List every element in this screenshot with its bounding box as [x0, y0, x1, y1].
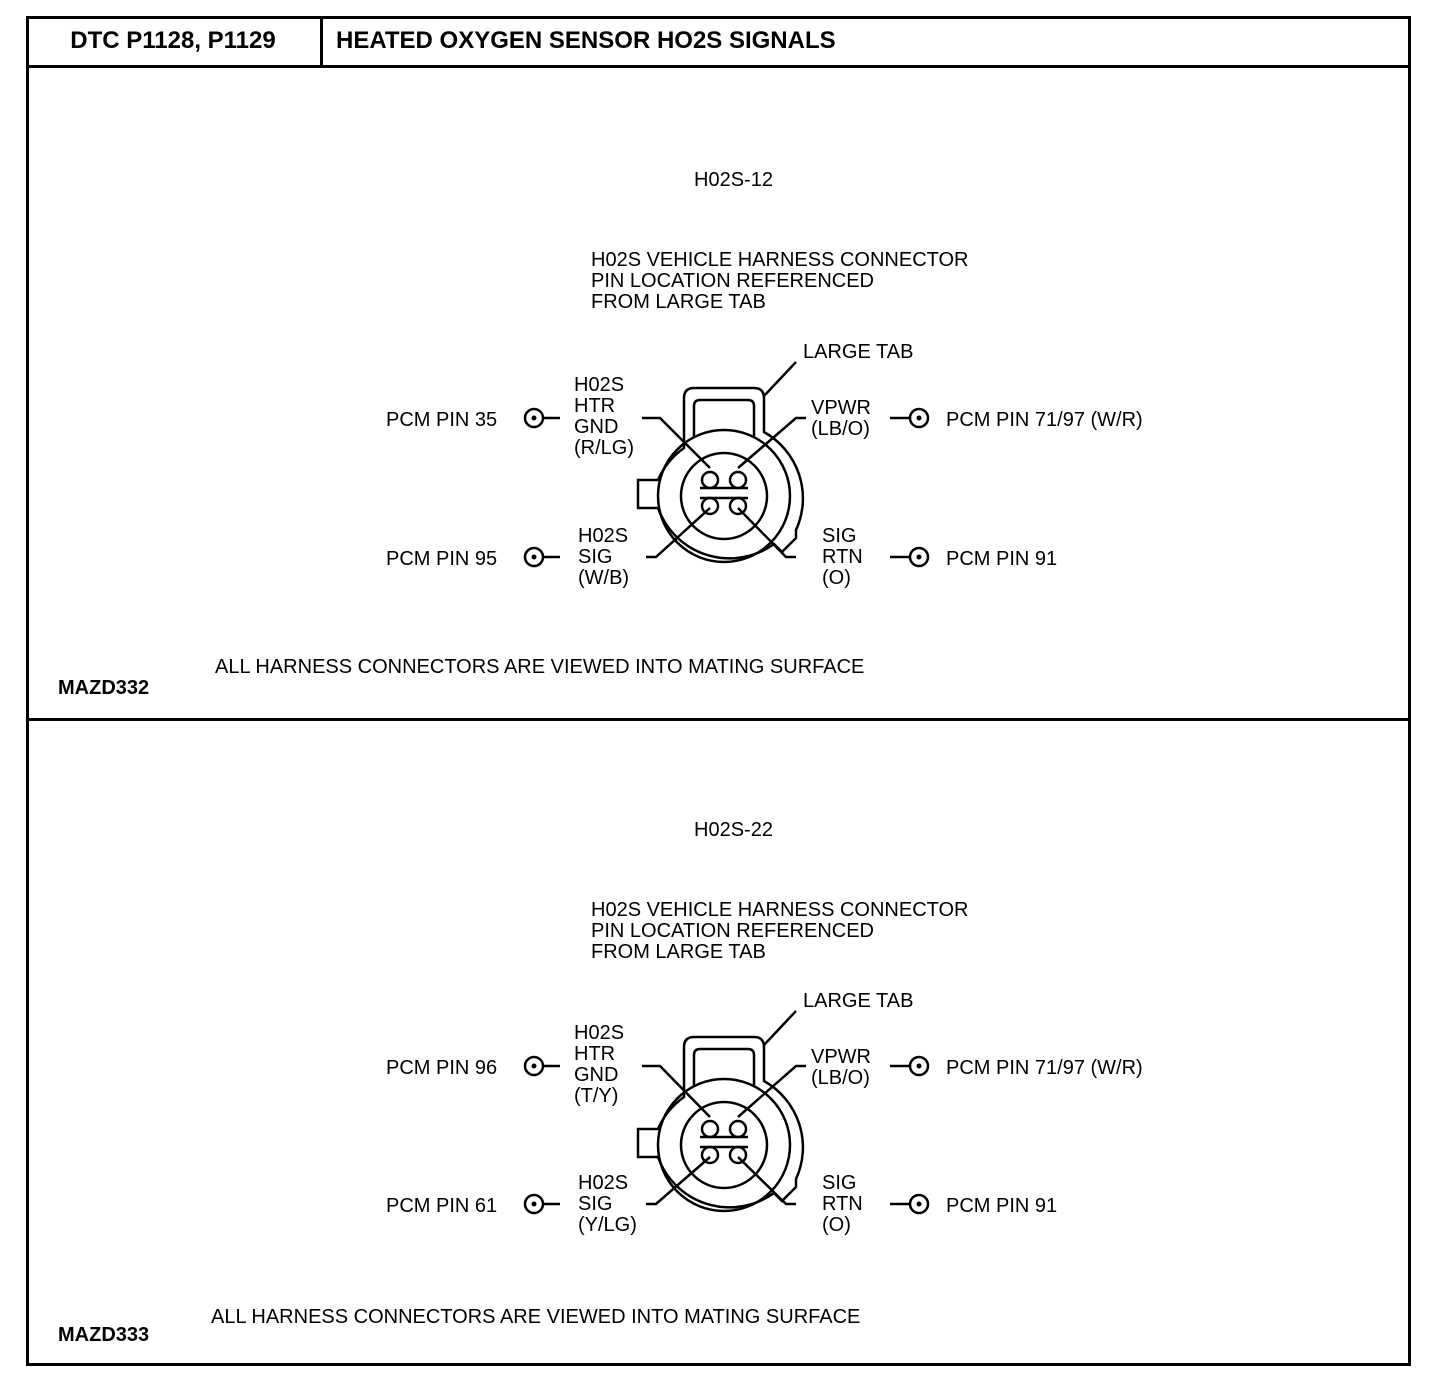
terminal-dot: [917, 1064, 922, 1069]
sensor-label: H02S-12: [694, 169, 773, 191]
wire-label-line: SIG: [822, 525, 857, 547]
wire-label-line: VPWR: [811, 1046, 871, 1068]
large-tab-leader: [764, 362, 796, 396]
pin-vpwr: [738, 1046, 1143, 1117]
figure-id: MAZD333: [58, 1324, 150, 1346]
terminal-dot: [917, 1202, 922, 1207]
footer-note: ALL HARNESS CONNECTORS ARE VIEWED INTO MATING SURFACE: [215, 656, 865, 678]
terminal-dot: [917, 555, 922, 560]
header-title: HEATED OXYGEN SENSOR HO2S SIGNALS: [336, 26, 836, 54]
pcm-pin-label: PCM PIN 95: [386, 548, 498, 570]
terminal-dot: [532, 1202, 537, 1207]
large-tab-label: LARGE TAB: [803, 990, 914, 1012]
large-tab-leader: [764, 1011, 796, 1045]
pcm-pin-label: PCM PIN 61: [386, 1195, 498, 1217]
figure-id: MAZD332: [58, 677, 150, 699]
wire-label-line: GND: [574, 1064, 619, 1086]
wire-label-line: HTR: [574, 395, 616, 417]
wire-label-line: (Y/LG): [578, 1214, 637, 1236]
note-line-1: H02S VEHICLE HARNESS CONNECTOR: [591, 249, 969, 271]
wire-label-line: GND: [574, 416, 619, 438]
dtc-code: DTC P1128, P1129: [26, 16, 323, 65]
note-line-2: PIN LOCATION REFERENCED: [591, 920, 874, 942]
pcm-pin-label: PCM PIN 91: [946, 548, 1058, 570]
terminal-dot: [532, 555, 537, 560]
terminal-dot: [532, 416, 537, 421]
wire-label-line: (O): [822, 1214, 851, 1236]
wire-label-line: H02S: [578, 1172, 629, 1194]
pcm-pin-label: PCM PIN 71/97 (W/R): [946, 409, 1143, 431]
note-line-2: PIN LOCATION REFERENCED: [591, 270, 874, 292]
connector-panel-h02s-12: [26, 68, 1411, 718]
pcm-pin-label: PCM PIN 96: [386, 1057, 498, 1079]
wire-label-line: H02S: [574, 374, 625, 396]
pin-htr-gnd: [386, 1022, 710, 1117]
connector-body: [638, 388, 803, 562]
note-line-3: FROM LARGE TAB: [591, 291, 766, 313]
wire-label-line: (T/Y): [574, 1085, 619, 1107]
connector-diagram: [26, 721, 1411, 1366]
footer-note: ALL HARNESS CONNECTORS ARE VIEWED INTO MATING SURFACE: [211, 1306, 861, 1328]
note-line-1: H02S VEHICLE HARNESS CONNECTOR: [591, 899, 969, 921]
pcm-pin-label: PCM PIN 91: [946, 1195, 1058, 1217]
wire-label-line: (LB/O): [811, 418, 870, 440]
wire-label-line: RTN: [822, 1193, 863, 1215]
terminal-dot: [917, 416, 922, 421]
note-line-3: FROM LARGE TAB: [591, 941, 766, 963]
wire-label-line: SIG: [578, 546, 613, 568]
wire-label-line: (LB/O): [811, 1067, 870, 1089]
connector-diagram: [26, 68, 1411, 718]
pcm-pin-label: PCM PIN 71/97 (W/R): [946, 1057, 1143, 1079]
pcm-pin-label: PCM PIN 35: [386, 409, 498, 431]
terminal-dot: [532, 1064, 537, 1069]
wire-label-line: (R/LG): [574, 437, 634, 459]
wire-label-line: H02S: [574, 1022, 625, 1044]
connector-body: [638, 1037, 803, 1211]
connector-panel-h02s-22: [26, 721, 1411, 1366]
wire-label-line: SIG: [578, 1193, 613, 1215]
header-bar: [26, 16, 1411, 68]
pin-vpwr: [738, 397, 1143, 468]
wire-label-line: SIG: [822, 1172, 857, 1194]
large-tab-label: LARGE TAB: [803, 341, 914, 363]
wire-label-line: (W/B): [578, 567, 630, 589]
wire-label-line: HTR: [574, 1043, 616, 1065]
wire-label-line: (O): [822, 567, 851, 589]
wire-label-line: VPWR: [811, 397, 871, 419]
pin-htr-gnd: [386, 374, 710, 468]
wire-label-line: RTN: [822, 546, 863, 568]
wire-label-line: H02S: [578, 525, 629, 547]
sensor-label: H02S-22: [694, 819, 773, 841]
